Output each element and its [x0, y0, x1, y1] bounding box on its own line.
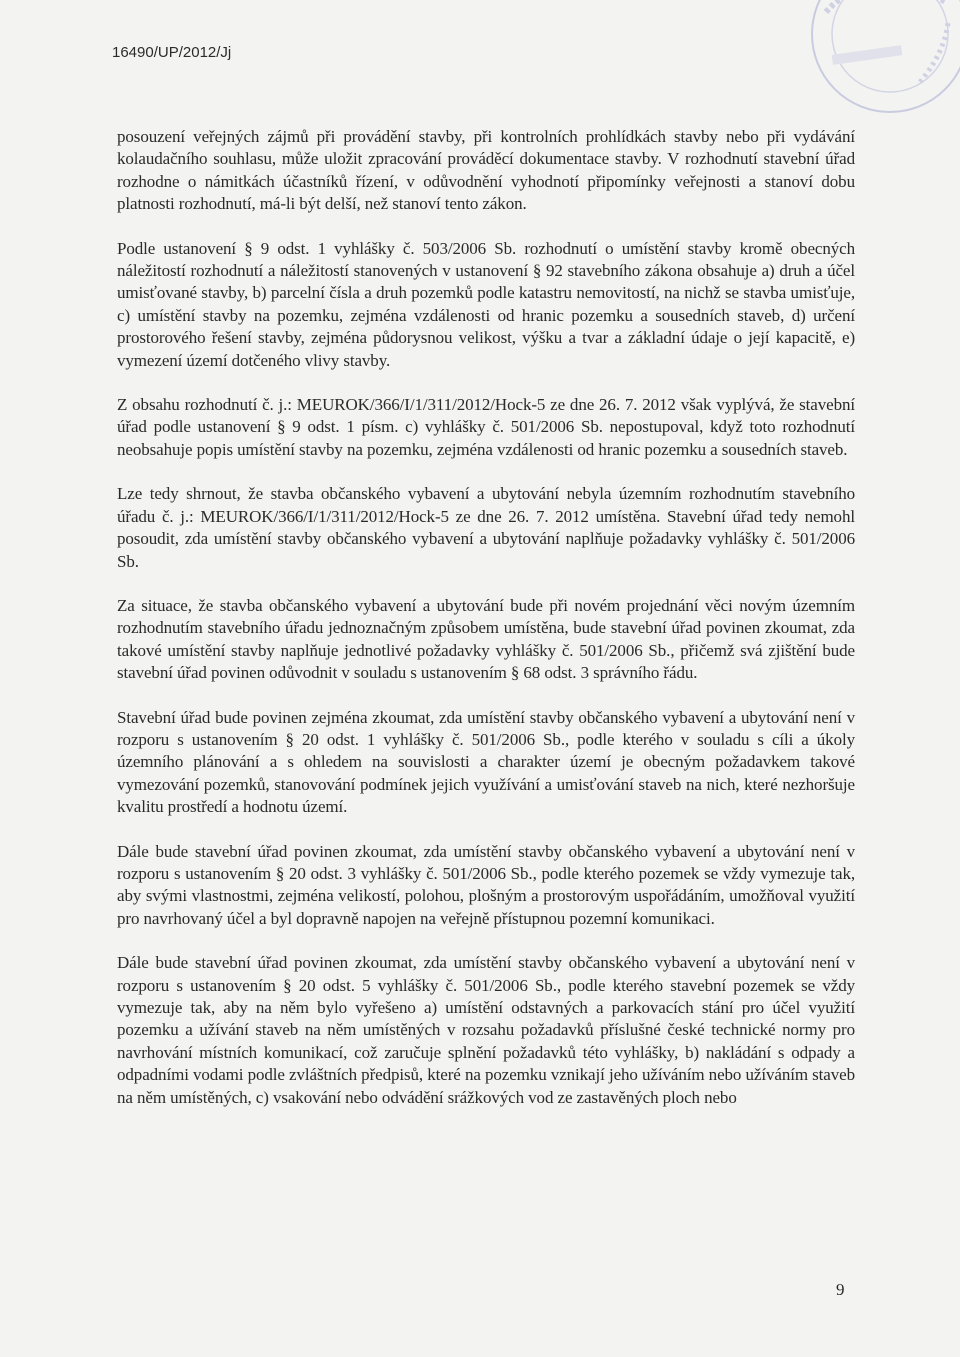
- page-number: 9: [836, 1280, 845, 1299]
- paragraph: Lze tedy shrnout, že stavba občanského vybavení a ubytování nebyla územním rozhodnutím stavebního úřadu č. j.: MEUROK/366/I/1/311/2012/Hock-5 ze dne 26. 7. 2012 umístěna. Stavební úřad tedy nemohl posoudit, zda umístění stavby občanského vybavení a ubytování naplňuje požadavky vyhlášky č. 501/2006 Sb.: [117, 484, 855, 571]
- paragraph: Dále bude stavební úřad povinen zkoumat, zda umístění stavby občanského vybavení a ubytování není v rozporu s ustanovením § 20 odst. 3 vyhlášky č. 501/2006 Sb., podle kterého pozemek se vždy vymezuje tak, aby svými vlastnostmi, zejména velikostí, polohou, plošným a prostorovým uspořádáním, umožňoval využití pro navrhovaný účel a byl dopravně napojen na veřejně přístupnou pozemní komunikaci.: [117, 841, 855, 928]
- round-stamp-icon: [770, 0, 960, 137]
- paragraph: Podle ustanovení § 9 odst. 1 vyhlášky č. 503/2006 Sb. rozhodnutí o umístění stavby kromě obecných náležitostí rozhodnutí a náležitostí stanovených v ustanovení § 92 stavebního zákona obsahuje a) druh a účel umisťované stavby, b) parcelní čísla a druh pozemků podle katastru nemovitostí, na nichž se stavba umisťuje, c) umístění stavby na pozemku, zejména vzdálenosti od hranic pozemku a sousedních staveb, d) určení prostorového řešení stavby, zejména půdorysnou velikost, výšku a tvar a základní údaje o její kapacitě, e) vymezení území dotčeného vlivy stavby.: [117, 238, 855, 370]
- paragraph: posouzení veřejných zájmů při provádění stavby, při kontrolních prohlídkách stavby nebo při vydávání kolaudačního souhlasu, může uložit zpracování prováděcí dokumentace stavby. V rozhodnutí stavební úřad rozhodne o námitkách účastníků řízení, v odůvodnění vyhodnotí připomínky veřejnosti a stanoví dobu platnosti rozhodnutí, má-li být delší, než stanoví tento zákon.: [117, 127, 855, 214]
- office-stamp: [770, 0, 960, 137]
- paragraph: Stavební úřad bude povinen zejména zkoumat, zda umístění stavby občanského vybavení a ubytování není v rozporu s ustanovením § 20 odst. 1 vyhlášky č. 501/2006 Sb., podle kterého v souladu s cíli a úkoly územního plánování a s ohledem na souvislosti a charakter území je obecným požadavkem takové vymezování pozemků, stanovování podmínek jejich využívání a umisťování staveb na nich, které nezhoršuje kvalitu prostředí a hodnotu území.: [117, 707, 855, 817]
- paragraph: Za situace, že stavba občanského vybavení a ubytování bude při novém projednání věci novým územním rozhodnutím stavebního úřadu jednoznačným způsobem umístěna, bude stavební úřad povinen zkoumat, zda takové umístění stavby naplňuje jednotlivé požadavky vyhlášky č. 501/2006 Sb., přičemž svá zjištění bude stavební úřad povinen odůvodnit v souladu s ustanovením § 68 odst. 3 správního řádu.: [117, 595, 855, 683]
- paragraph: Z obsahu rozhodnutí č. j.: MEUROK/366/I/1/311/2012/Hock-5 ze dne 26. 7. 2012 však vyplývá, že stavební úřad podle ustanovení § 9 odst. 1 písm. c) vyhlášky č. 501/2006 Sb. nepostupoval, když toto rozhodnutí neobsahuje popis umístění stavby na pozemku, zejména vzdálenosti od hranic pozemku a sousedních staveb.: [117, 395, 855, 459]
- document-body: [117, 126, 855, 1109]
- paragraph: Dále bude stavební úřad povinen zkoumat, zda umístění stavby občanského vybavení a ubytování není v rozporu s ustanovením § 20 odst. 5 vyhlášky č. 501/2006 Sb., podle kterého stavební pozemek se vždy vymezuje tak, aby na něm bylo vyřešeno a) umístění odstavných a parkovacích stání pro účel využití pozemku a užívání staveb na něm umístěných v rozsahu požadavků příslušné české technické normy pro navrhování místních komunikací, což zaručuje splnění požadavků této vyhlášky, b) nakládání s odpady a odpadními vodami podle zvláštních předpisů, které na pozemku vznikají jeho užíváním nebo užíváním staveb na něm umístěných, c) vsakování nebo odvádění srážkových vod ze zastavěných ploch nebo: [117, 953, 855, 1107]
- document-reference: 16490/UP/2012/Jj: [112, 44, 232, 61]
